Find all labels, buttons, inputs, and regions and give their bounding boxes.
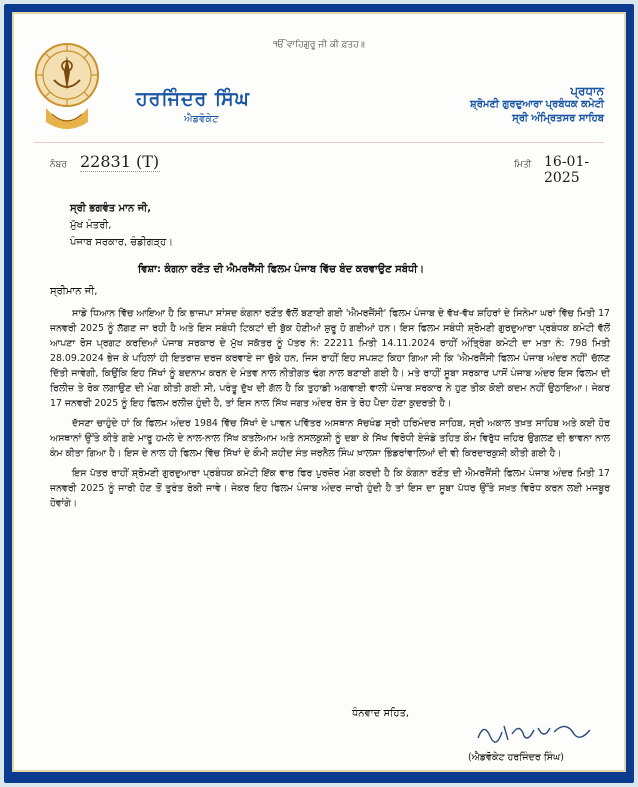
sgpc-seal-logo [34,42,100,134]
ref-number-label: ਨੰਬਰ [50,160,67,170]
body-paragraph: ਇਸ ਪੱਤਰ ਰਾਹੀਂ ਸ਼੍ਰੋਮਣੀ ਗੁਰਦੁਆਰਾ ਪ੍ਰਬੰਧਕ ਕਮੇਟੀ ਇੱਕ ਵਾਰ ਫਿਰ ਪੁਰਜ਼ੋਰ ਮੰਗ ਕਰਦੀ ਹੈ ਕਿ ਕੰਗਨਾ ਰਣੌਤ ਦੀ ਐਮਰਜੈਂਸੀ ਫਿਲਮ ਪੰਜਾਬ ਅੰਦਰ ਮਿਤੀ 17 ਜਨਵਰੀ 2025 ਨੂੰ ਜਾਰੀ ਹੋਣ ਤੋਂ ਤੁਰੰਤ ਰੋਕੀ ਜਾਵੇ। ਜੇਕਰ ਇਹ ਫਿਲਮ ਪੰਜਾਬ ਅੰਦਰ ਜਾਰੀ ਹੁੰਦੀ ਹੈ ਤਾਂ ਇਸ ਦਾ ਸੂਬਾ ਪੱਧਰ ਉੱਤੇ ਸਖ਼ਤ ਵਿਰੋਧ ਕਰਨ ਲਈ ਮਜਬੂਰ ਹੋਵਾਂਗੇ। [50,468,610,509]
office-organization: ਸ਼੍ਰੋਮਣੀ ਗੁਰਦੁਆਰਾ ਪ੍ਰਬੰਧਕ ਕਮੇਟੀ [470,99,604,110]
office-place: ਸ੍ਰੀ ਅੰਮ੍ਰਿਤਸਰ ਸਾਹਿਬ [512,113,604,124]
body-paragraph: ਸਾਡੇ ਧਿਆਨ ਵਿੱਚ ਆਇਆ ਹੈ ਕਿ ਭਾਜਪਾ ਸਾਂਸਦ ਕੰਗਨਾ ਰਣੌਤ ਵੱਲੋਂ ਬਣਾਈ ਗਈ 'ਐਮਰਜੈਂਸੀ' ਫਿਲਮ ਪੰਜਾਬ ਦੇ ਵੱਖ-ਵੱਖ ਸ਼ਹਿਰਾਂ ਦੇ ਸਿਨੇਮਾ ਘਰਾਂ ਵਿੱਚ ਮਿਤੀ 17 ਜਨਵਰੀ 2025 ਨੂੰ ਲੱਗਣ ਜਾ ਰਹੀ ਹੈ ਅਤੇ ਇਸ ਸਬੰਧੀ ਟਿਕਟਾਂ ਦੀ ਬੁੱਕ ਹੋਣੀਆਂ ਸ਼ੁਰੂ ਹੋ ਗਈਆਂ ਹਨ। ਇਸ ਫਿਲਮ ਸਬੰਧੀ ਸ਼੍ਰੋਮਣੀ ਗੁਰਦੁਆਰਾ ਪ੍ਰਬੰਧਕ ਕਮੇਟੀ ਵੱਲੋਂ ਆਪਣਾ ਰੋਸ ਪ੍ਰਗਟ ਕਰਦਿਆਂ ਪੰਜਾਬ ਸਰਕਾਰ ਦੇ ਮੁੱਖ ਸਕੱਤਰ ਨੂੰ ਪੱਤਰ ਨੰ: 22211 ਮਿਤੀ 14.11.2024 ਰਾਹੀਂ ਅੰਤ੍ਰਿੰਗ ਕਮੇਟੀ ਦਾ ਮਤਾ ਨੰ: 798 ਮਿਤੀ 28.09.2024 ਭੇਜ ਕੇ ਪਹਿਲਾਂ ਹੀ ਇਤਰਾਜ਼ ਦਰਜ ਕਰਵਾਏ ਜਾ ਚੁੱਕੇ ਹਨ, ਜਿਸ ਰਾਹੀਂ ਇਹ ਸਪਸ਼ਟ ਕਿਹਾ ਗਿਆ ਸੀ ਕਿ 'ਐਮਰਜੈਂਸੀ ਫਿਲਮ ਪੰਜਾਬ ਅੰਦਰ ਨਹੀਂ' ਚੱਲਣ ਦਿੱਤੀ ਜਾਵੇਗੀ, ਕਿਉਂਕਿ ਇਹ ਸਿੱਖਾਂ ਨੂੰ ਬਦਨਾਮ ਕਰਨ ਦੇ ਮੰਤਵ ਨਾਲ ਨੀਤੀਗਤ ਢੰਗ ਨਾਲ ਬਣਾਈ ਗਈ ਹੈ। ਮਤੇ ਰਾਹੀਂ ਸੂਬਾ ਸਰਕਾਰ ਪਾਸੋਂ ਪੰਜਾਬ ਅੰਦਰ ਇਸ ਫਿਲਮ ਦੀ ਰਿਲੀਜ਼ ਤੇ ਰੋਕ ਲਗਾਉਣ ਦੀ ਮੰਗ ਕੀਤੀ ਗਈ ਸੀ, ਪਰੰਤੂ ਦੁੱਖ ਦੀ ਗੱਲ ਹੈ ਕਿ ਤੁਹਾਡੀ ਅਗਵਾਈ ਵਾਲੀ ਪੰਜਾਬ ਸਰਕਾਰ ਨੇ ਹੁਣ ਤੀਕ ਕੋਈ ਕਦਮ ਨਹੀਂ ਉਠਾਇਆ। ਜੇਕਰ 17 ਜਨਵਰੀ 2025 ਨੂੰ ਇਹ ਫਿਲਮ ਰਲੀਜ਼ ਹੁੰਦੀ ਹੈ, ਤਾਂ ਇਸ ਨਾਲ ਸਿੱਖ ਜਗਤ ਅੰਦਰ ਰੋਸ ਤੇ ਰੋਹ ਪੈਦਾ ਹੋਣਾ ਕੁਦਰਤੀ ਹੈ। [50,308,610,409]
sender-name: ਹਰਜਿੰਦਰ ਸਿੰਘ [136,88,250,110]
sender-office-block [470,84,604,126]
handwritten-signature [474,718,594,748]
signature-caption: (ਐਡਵੋਕੇਟ ਹਰਜਿੰਦਰ ਸਿੰਘ) [468,752,564,763]
salutation: ਸ੍ਰੀਮਾਨ ਜੀ, [50,286,98,297]
date-value: 16-01-2025 [544,154,590,186]
ik-onkar-heading: ੴ ਵਾਹਿਗੁਰੂ ਜੀ ਕੀ ਫ਼ਤਹ॥ [273,40,365,50]
sender-designation: ਐਡਵੋਕੇਟ [184,114,219,125]
body-paragraph: ਦੱਸਣਾ ਚਾਹੁੰਦੇ ਹਾਂ ਕਿ ਫਿਲਮ ਅੰਦਰ 1984 ਵਿੱਚ ਸਿੱਖਾਂ ਦੇ ਪਾਵਨ ਪਵਿੱਤਰ ਅਸਥਾਨ ਸੱਚਖੰਡ ਸ੍ਰੀ ਹਰਿਮੰਦਰ ਸਾਹਿਬ, ਸ੍ਰੀ ਅਕਾਲ ਤਖ਼ਤ ਸਾਹਿਬ ਅਤੇ ਕਈ ਹੋਰ ਅਸਥਾਨਾਂ ਉੱਤੇ ਕੀਤੇ ਗਏ ਮਾਰੂ ਹਮਲੇ ਦੇ ਨਾਲ-ਨਾਲ ਸਿੱਖ ਕਤਲੇਆਮ ਅਤੇ ਨਸਲਕੁਸ਼ੀ ਨੂੰ ਦਬਾ ਕੇ ਸਿੱਖ ਵਿਰੋਧੀ ਏਜੰਡੇ ਤਹਿਤ ਕੌਮ ਵਿਰੁੱਧ ਜ਼ਹਿਰ ਉਗਲਣ ਦੀ ਭਾਵਨਾ ਨਾਲ ਕੰਮ ਕੀਤਾ ਗਿਆ ਹੈ। ਇਸ ਦੇ ਨਾਲ ਹੀ ਫਿਲਮ ਵਿੱਚ ਸਿੱਖਾਂ ਦੇ ਕੌਮੀ ਸ਼ਹੀਦ ਸੰਤ ਜਰਨੈਲ ਸਿੰਘ ਖ਼ਾਲਸਾ ਭਿੰਡਰਾਂਵਾਲਿਆਂ ਦੀ ਵੀ ਕਿਰਦਾਰਕੁਸ਼ੀ ਕੀਤੀ ਗਈ ਹੈ। [50,418,610,459]
addressee-office: ਪੰਜਾਬ ਸਰਕਾਰ, ਚੰਡੀਗੜ੍ਹ। [70,237,173,248]
addressee-block [70,200,173,251]
header-divider [34,142,604,143]
addressee-name: ਸ੍ਰੀ ਭਗਵੰਤ ਮਾਨ ਜੀ, [70,203,152,214]
date-label: ਮਿਤੀ [514,160,532,170]
letter-page [12,12,626,772]
ref-number-value: 22831 (T) [80,152,160,171]
office-title: ਪ੍ਰਧਾਨ [570,84,604,98]
letter-subject: ਵਿਸ਼ਾ: ਕੰਗਨਾ ਰਣੌਤ ਦੀ ਐਮਰਜੈਂਸੀ ਫਿਲਮ ਪੰਜਾਬ ਵਿੱਚ ਬੰਦ ਕਰਵਾਉਣ ਸਬੰਧੀ। [138,264,425,275]
addressee-title: ਮੁੱਖ ਮੰਤਰੀ, [70,220,112,231]
closing: ਧੰਨਵਾਦ ਸਹਿਤ, [352,708,410,719]
letter-body [50,306,610,516]
